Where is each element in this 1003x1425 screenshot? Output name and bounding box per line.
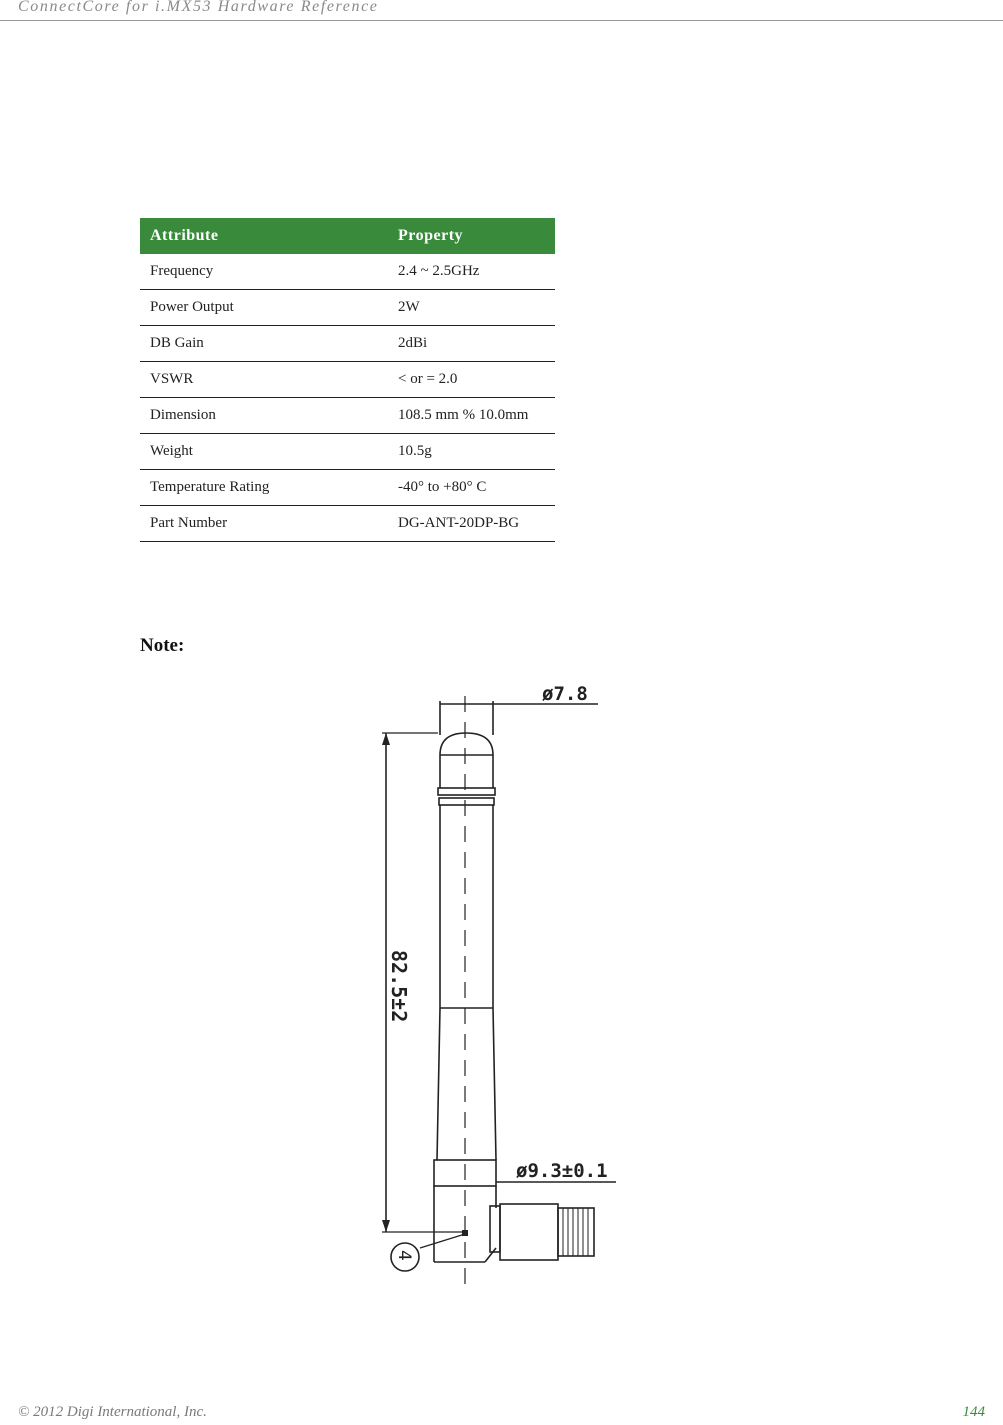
property-cell: 2W: [388, 290, 555, 326]
callout-number: 4: [394, 1250, 414, 1261]
property-cell: 108.5 mm % 10.0mm: [388, 398, 555, 434]
page-header: [0, 0, 1003, 21]
table-row: [140, 290, 555, 326]
table-header-row: [140, 218, 555, 254]
table-row: [140, 434, 555, 470]
property-cell: < or = 2.0: [388, 362, 555, 398]
attribute-cell: Weight: [140, 434, 388, 470]
attribute-cell: Temperature Rating: [140, 470, 388, 506]
table-row: [140, 326, 555, 362]
column-header-attribute: Attribute: [140, 218, 388, 254]
dimension-length: 82.5±2: [387, 950, 411, 1023]
attribute-cell: VSWR: [140, 362, 388, 398]
property-cell: -40° to +80° C: [388, 470, 555, 506]
table-row: [140, 470, 555, 506]
note-label: Note:: [140, 635, 185, 656]
property-cell: 10.5g: [388, 434, 555, 470]
dimension-top-diameter: ø7.8: [542, 683, 588, 705]
property-cell: DG-ANT-20DP-BG: [388, 506, 555, 542]
property-cell: 2.4 ~ 2.5GHz: [388, 254, 555, 290]
table-row: [140, 254, 555, 290]
table-row: [140, 362, 555, 398]
attribute-cell: DB Gain: [140, 326, 388, 362]
attribute-cell: Frequency: [140, 254, 388, 290]
document-title: ConnectCore for i.MX53 Hardware Reference: [18, 0, 379, 15]
page-number: 144: [962, 1404, 985, 1420]
antenna-drawing: [360, 670, 650, 1300]
dimension-connector-diameter: ø9.3±0.1: [516, 1160, 608, 1182]
copyright-text: © 2012 Digi International, Inc.: [18, 1404, 207, 1420]
table-row: [140, 506, 555, 542]
attribute-cell: Dimension: [140, 398, 388, 434]
antenna-spec-table: [140, 218, 555, 542]
attribute-cell: Part Number: [140, 506, 388, 542]
property-cell: 2dBi: [388, 326, 555, 362]
attribute-cell: Power Output: [140, 290, 388, 326]
table-row: [140, 398, 555, 434]
column-header-property: Property: [388, 218, 555, 254]
